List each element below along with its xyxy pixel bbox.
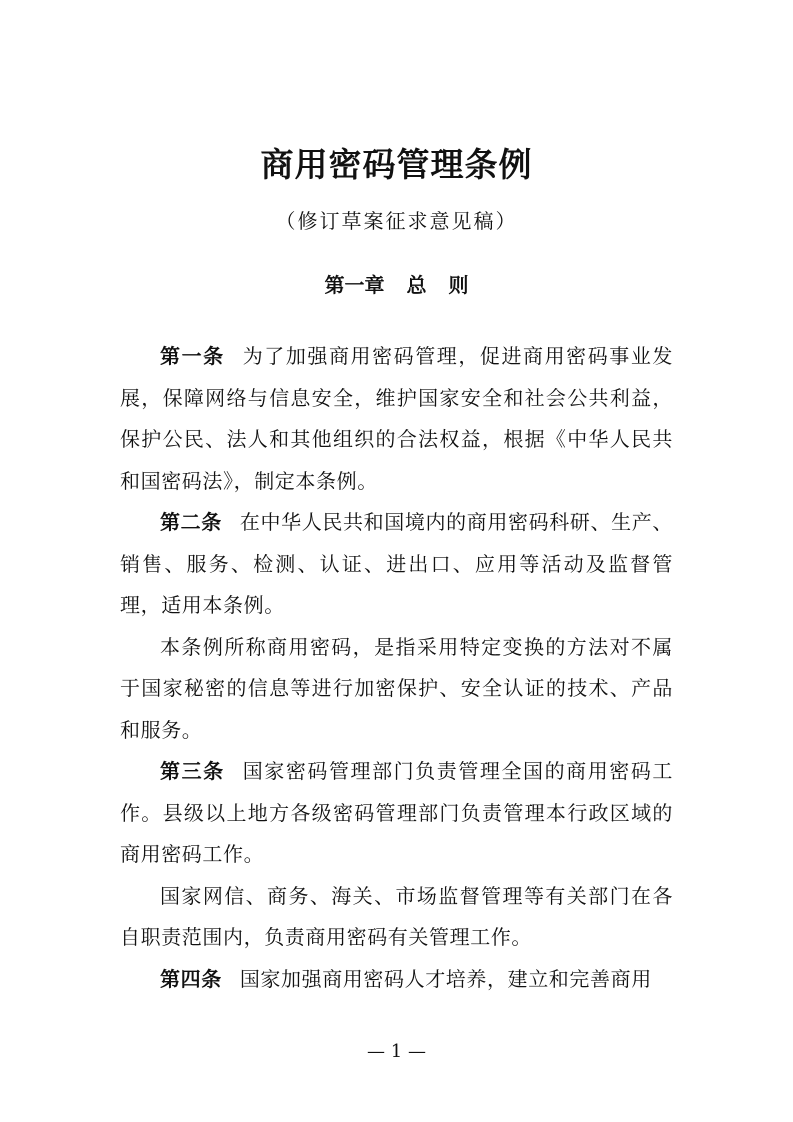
paragraph-article-3 bbox=[120, 751, 673, 876]
document-title: 商用密码管理条例 bbox=[260, 145, 533, 184]
paragraph-article-1 bbox=[120, 336, 673, 502]
article-label: 第三条 bbox=[160, 759, 225, 783]
paragraph-text: 在中华人民共和国境内的商用密码科研、生产、销售、服务、检测、认证、进出口、应用等活动及监督管理，适用本条例。 bbox=[120, 510, 673, 617]
chapter-number: 第一章 bbox=[324, 273, 385, 297]
paragraph-text: 国家网信、商务、海关、市场监督管理等有关部门在各自职责范围内，负责商用密码有关管理工作。 bbox=[120, 883, 673, 949]
paragraph-article-4 bbox=[120, 959, 673, 1001]
chapter-heading bbox=[0, 270, 793, 300]
paragraph-text: 国家加强商用密码人才培养，建立和完善商用 bbox=[239, 966, 652, 991]
chapter-name-part2: 则 bbox=[448, 273, 469, 297]
chapter-name-part1: 总 bbox=[406, 273, 427, 297]
article-label: 第一条 bbox=[160, 344, 225, 368]
article-label: 第二条 bbox=[160, 510, 222, 534]
page-number: — 1 — bbox=[367, 1041, 426, 1062]
paragraph-article-3-departments bbox=[120, 876, 673, 959]
document-body bbox=[120, 336, 673, 1000]
paragraph-text: 国家密码管理部门负责管理全国的商用密码工作。县级以上地方各级密码管理部门负责管理本行政区域的商用密码工作。 bbox=[120, 759, 674, 866]
paragraph-text: 为了加强商用密码管理，促进商用密码事业发展，保障网络与信息安全，维护国家安全和社会公共利益，保护公民、法人和其他组织的合法权益，根据《中华人民共和国密码法》，制定本条例。 bbox=[120, 344, 674, 493]
article-label: 第四条 bbox=[160, 966, 222, 991]
document-subtitle: （修订草案征求意见稿） bbox=[275, 209, 518, 233]
paragraph-text: 本条例所称商用密码，是指采用特定变换的方法对不属于国家秘密的信息等进行加密保护、安全认证的技术、产品和服务。 bbox=[120, 634, 673, 742]
paragraph-article-2 bbox=[120, 502, 673, 627]
paragraph-article-2-definition bbox=[120, 627, 673, 752]
